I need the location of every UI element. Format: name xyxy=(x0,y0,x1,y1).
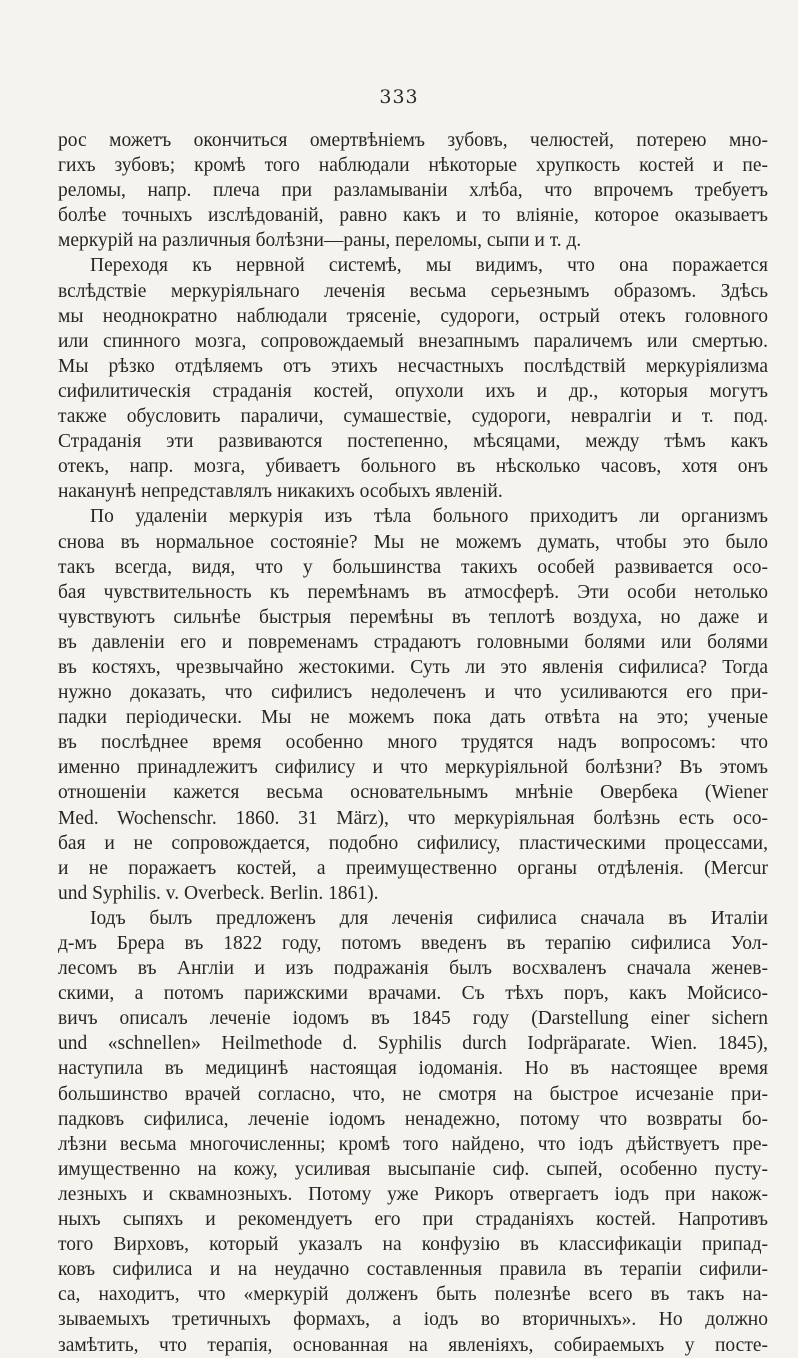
text-line: ковъ сифилиса и на неудачно составленныя правила въ терапіи сифили- xyxy=(58,1259,768,1281)
text-line: именно принадлежитъ сифилису и что меркуріяльной болѣзни? Въ этомъ xyxy=(58,757,768,779)
text-line: такъ всегда, видя, что у большинства такихъ особей развивается осо- xyxy=(58,556,768,578)
text-line: бая чувствительность къ перемѣнамъ въ атмосферѣ. Эти особи нетолько xyxy=(58,581,768,603)
text-line: въ послѣднее время особенно много трудятся надъ вопросомъ: что xyxy=(58,732,768,754)
text-line: und Syphilis. v. Overbeck. Berlin. 1861). xyxy=(58,882,379,904)
text-line: По удаленіи меркурія изъ тѣла больного приходитъ ли организмъ xyxy=(90,506,768,528)
text-line: лезныхъ и сквамнозныхъ. Потому уже Рикоръ отвергаетъ іодъ при накож- xyxy=(58,1183,768,1205)
text-line: мы неоднократно наблюдали трясеніе, судороги, острый отекъ головного xyxy=(58,305,768,327)
text-line: чувствуютъ сильнѣе быстрыя перемѣны въ теплотѣ воздуха, но даже и xyxy=(58,606,768,628)
text-line: въ костяхъ, чрезвычайно жестокими. Суть ли это явленія сифилиса? Тогда xyxy=(58,656,768,678)
text-line: нужно доказать, что сифилисъ недолеченъ и что усиливаются его при- xyxy=(58,682,768,704)
text-line: сифилитическія страданія костей, опухоли ихъ и др., которыя могутъ xyxy=(58,380,768,402)
page-number: 333 xyxy=(379,86,419,108)
text-line: вслѣдствіе меркуріяльнаго леченія весьма серьезнымъ образомъ. Здѣсь xyxy=(58,280,768,302)
text-line: и не поражаетъ костей, а преимущественно органы отдѣленія. (Mercur xyxy=(58,857,768,879)
text-line: болѣе точныхъ изслѣдованій, равно какъ и то вліяніе, которое оказываетъ xyxy=(58,205,768,227)
text-line: падковъ сифилиса, леченіе іодомъ ненадежно, потому что возвраты бо- xyxy=(58,1108,768,1130)
text-line: наступила въ медицинѣ настоящая іодоманія. Но въ настоящее время xyxy=(58,1058,768,1080)
text-line: реломы, напр. плеча при разламываніи хлѣба, что впрочемъ требуетъ xyxy=(58,180,768,202)
text-line: Переходя къ нервной системѣ, мы видимъ, что она поражается xyxy=(90,255,768,277)
text-line: und «schnellen» Heilmethode d. Syphilis durch Iodpräparate. Wien. 1845), xyxy=(58,1033,768,1055)
text-line: меркурій на различныя болѣзни—раны, переломы, сыпи и т. д. xyxy=(58,230,582,252)
text-line: са, находитъ, что «меркурій долженъ быть полезнѣе всего въ такъ на- xyxy=(58,1284,768,1306)
text-line: Страданія эти развиваются постепенно, мѣсяцами, между тѣмъ какъ xyxy=(58,431,768,453)
text-line: д-мъ Брера въ 1822 году, потомъ введенъ въ терапію сифилиса Уол- xyxy=(58,933,768,954)
text-line: отекъ, напр. мозга, убиваетъ больного въ нѣсколько часовъ, хотя онъ xyxy=(58,456,768,478)
text-line: падки періодически. Мы не можемъ пока дать отвѣта на это; ученые xyxy=(58,707,768,729)
text-line: ныхъ сыпяхъ и рекомендуетъ его при страданіяхъ костей. Напротивъ xyxy=(58,1209,768,1231)
text-line: большинство врачей согласно, что, не смотря на быстрое исчезаніе при- xyxy=(58,1083,768,1105)
text-line: лесомъ въ Англіи и изъ подражанія былъ восхваленъ сначала женев- xyxy=(58,958,768,980)
text-line: бая и не сопровождается, подобно сифилису, пластическими процессами, xyxy=(58,832,768,854)
text-line: Іодъ былъ предложенъ для леченія сифилиса сначала въ Италіи xyxy=(90,907,768,929)
text-line: замѣтить, что терапія, основанная на явленіяхъ, собираемыхъ у посте- xyxy=(58,1334,768,1356)
text-line: скими, а потомъ парижскими врачами. Съ тѣхъ поръ, какъ Мойсисо- xyxy=(58,983,768,1005)
text-line: Мы рѣзко отдѣляемъ отъ этихъ несчастныхъ послѣдствій меркуріялизма xyxy=(58,355,768,377)
text-line: гихъ зубовъ; кромѣ того наблюдали нѣкоторые хрупкость костей и пе- xyxy=(58,155,768,177)
body-text xyxy=(58,128,768,1358)
text-line: наканунѣ непредставлялъ никакихъ особыхъ явленій. xyxy=(58,481,503,503)
text-line: отношеніи кажется весьма основательнымъ мнѣніе Овербека (Wiener xyxy=(58,782,768,804)
text-line: Med. Wochenschr. 1860. 31 März), что меркуріяльная болѣзнь есть осо- xyxy=(58,807,768,829)
text-line: вичъ описалъ леченіе іодомъ въ 1845 году (Darstellung einer sichern xyxy=(58,1008,768,1030)
text-line: зываемыхъ третичныхъ формахъ, а іодъ во вторичныхъ». Но должно xyxy=(58,1309,768,1331)
text-line: въ давленіи его и повременамъ страдаютъ головными болями или болями xyxy=(58,631,768,653)
text-line: лѣзни весьма многочисленны; кромѣ того найдено, что іодъ дѣйствуетъ пре- xyxy=(58,1133,768,1155)
text-line: рос можетъ окончиться омертвѣніемъ зубовъ, челюстей, потерею мно- xyxy=(58,130,768,151)
text-line: имущественно на кожу, усиливая высыпаніе сиф. сыпей, особенно пусту- xyxy=(58,1158,768,1180)
text-line: снова въ нормальное состояніе? Мы не можемъ думать, чтобы это было xyxy=(58,531,768,553)
text-line: также обусловить параличи, сумашествіе, судороги, невралгіи и т. под. xyxy=(58,406,768,428)
text-line: или спинного мозга, сопровождаемый внезапнымъ параличемъ или смертью. xyxy=(58,330,768,352)
text-line: того Вирховъ, который указалъ на конфузію въ классификаціи припад- xyxy=(58,1234,768,1256)
